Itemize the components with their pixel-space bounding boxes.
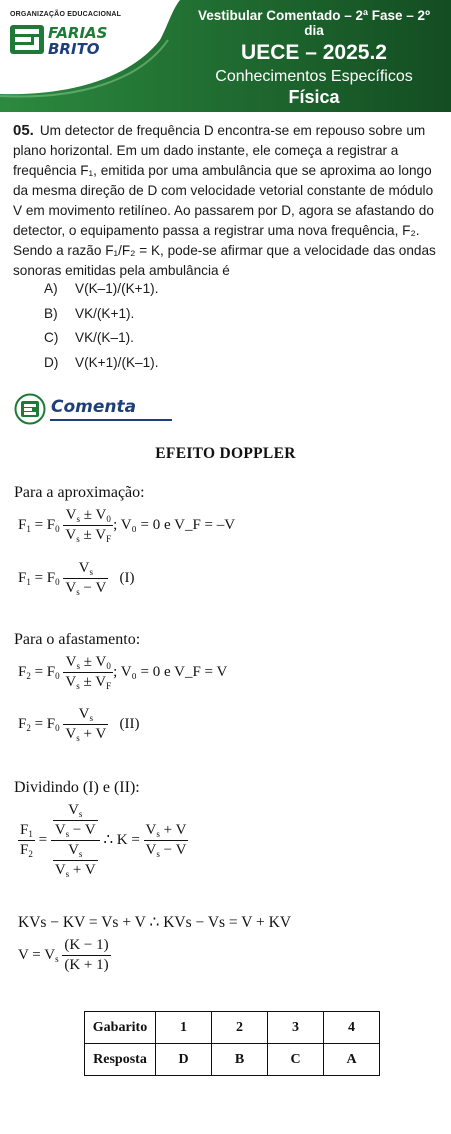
approach-condition: ; V₀ = 0 e V_F = –V: [113, 516, 236, 533]
equation-ii-tag: (II): [119, 715, 140, 732]
ratio-equation: $\frac{F_1}{F_2}$ = $\frac{\frac{V_s}{V_s - V}}{\frac{V_s}{V_s + V}}$ ∴ K = $\frac{V_s + V}{V_s - V}$: [20, 802, 187, 879]
equation-ii: $F_2 = F_0$ $\frac{V_s}{V_s + V}$ (II): [18, 706, 140, 743]
option-letter: D): [44, 354, 59, 370]
divide-label: Dividindo (I) e (II):: [14, 779, 140, 796]
option-letter: C): [44, 330, 59, 345]
option-text: V(K–1)/(K+1).: [75, 281, 159, 296]
approach-label: Para a aproximação:: [14, 484, 145, 501]
comenta-label: Comenta: [51, 397, 137, 417]
option-c: [44, 326, 158, 351]
table-row-label: Resposta: [85, 1044, 156, 1076]
option-d: [44, 351, 158, 376]
answer-table: [84, 1011, 380, 1076]
comenta-logo-icon: [14, 393, 46, 425]
option-b: [44, 302, 158, 327]
exam-subtitle: Vestibular Comentado – 2ª Fase – 2º dia: [197, 8, 430, 38]
table-cell: 3: [268, 1012, 324, 1044]
question-number: 05.: [13, 122, 34, 139]
question-statement: [13, 121, 441, 281]
option-text: VK/(K–1).: [75, 330, 134, 345]
farias-brito-logo: [10, 22, 130, 56]
brand-top-text: FARIAS: [48, 24, 108, 42]
equation-i-tag: (I): [119, 569, 135, 586]
recede-condition: ; V₀ = 0 e V_F = V: [113, 663, 228, 680]
header-titles: [189, 8, 439, 108]
kvs-equation: KVs − KV = Vs + V ∴ KVs − Vs = V + KV: [18, 914, 292, 931]
table-cell: C: [268, 1044, 324, 1076]
table-row: [85, 1044, 380, 1076]
comenta-badge: [14, 393, 164, 425]
answer-options: [44, 277, 158, 375]
option-text: V(K+1)/(K–1).: [75, 354, 159, 370]
page-header: [0, 0, 451, 112]
exam-title: UECE – 2025.2: [241, 41, 387, 64]
table-header-label: Gabarito: [85, 1012, 156, 1044]
exam-area: Conhecimentos Específicos: [215, 68, 413, 85]
option-text: VK/(K+1).: [75, 305, 135, 321]
table-cell: 1: [156, 1012, 212, 1044]
recede-label: Para o afastamento:: [14, 631, 141, 648]
equation-i: $F_1 = F_0$ $\frac{V_s}{V_s - V}$ (I): [18, 560, 135, 597]
brand-bottom-text: BRITO: [48, 40, 100, 56]
table-cell: D: [156, 1044, 212, 1076]
table-cell: 4: [324, 1012, 380, 1044]
table-row: [85, 1012, 380, 1044]
org-label: ORGANIZAÇÃO EDUCACIONAL: [10, 11, 122, 18]
solution-title: EFEITO DOPPLER: [155, 445, 296, 462]
recede-general-equation: $F_2 = F_0$ $\frac{V_s \pm V_0}{V_s \pm V_F}$ ; V₀ = 0 e V_F = V: [18, 654, 228, 691]
table-cell: A: [324, 1044, 380, 1076]
option-letter: A): [44, 281, 58, 296]
approach-general-equation: $F_1 = F_0$ $\frac{V_s \pm V_0}{V_s \pm V_F}$ ; V₀ = 0 e V_F = –V: [18, 507, 236, 544]
question-text: Um detector de frequência D encontra-se em repouso sobre um plano horizontal. Em um dado instante, ele começa a registrar a frequência F₁, emitida por uma ambulância que se aproxima ao longo da mesma direção de D com velocidade vetorial constante de módulo V em movimento retilíneo. Ao passarem por D, agora se afastando do detector, o equipamento passa a registrar uma nova frequência, F₂. Sendo a razão F₁/F₂ = K, pode-se afirmar que a velocidade das ondas sonoras emitidas pela ambulância é: [13, 123, 436, 278]
exam-subject: Física: [288, 87, 340, 107]
comenta-underline: [50, 419, 172, 421]
table-cell: B: [212, 1044, 268, 1076]
final-equation: $V = V_s$ $\frac{(K - 1)}{(K + 1)}$: [18, 937, 109, 973]
table-cell: 2: [212, 1012, 268, 1044]
option-a: [44, 277, 158, 302]
option-letter: B): [44, 305, 58, 321]
